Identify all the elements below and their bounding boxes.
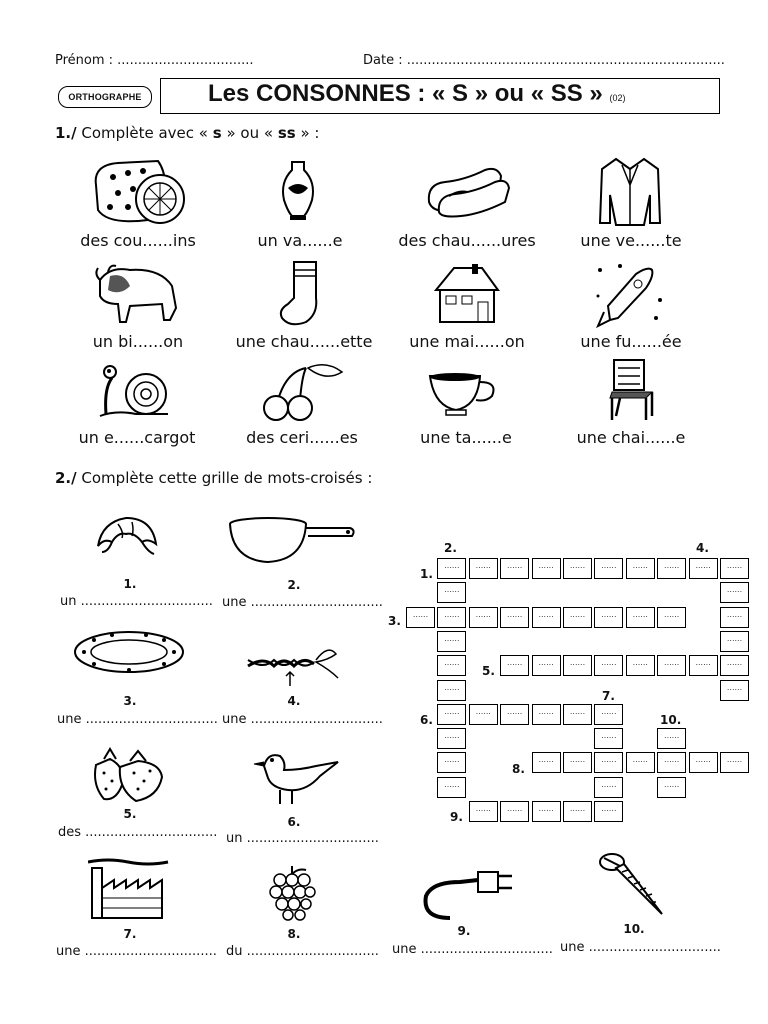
grid-cell[interactable]: ...... <box>626 607 655 628</box>
grid-cell[interactable]: ...... <box>689 655 718 676</box>
grid-cell[interactable]: ...... <box>469 607 498 628</box>
item-6-num: 6. <box>287 815 301 829</box>
word-8: une fu......ée <box>580 332 682 351</box>
plug-icon <box>420 858 516 924</box>
grid-cell[interactable]: ...... <box>437 558 466 579</box>
croissant-icon <box>94 512 160 558</box>
item-3-label[interactable]: une ................................ <box>57 712 218 727</box>
grid-cell[interactable]: ...... <box>563 801 592 822</box>
grid-cell[interactable]: ...... <box>437 680 466 701</box>
grid-cell[interactable]: ...... <box>469 704 498 725</box>
grid-cell[interactable]: ...... <box>657 728 686 749</box>
title-text: Les CONSONNES : « S » ou « SS » <box>208 80 603 107</box>
grid-cell[interactable]: ...... <box>594 607 623 628</box>
grid-num-5: 5. <box>482 664 495 678</box>
plate-icon <box>72 630 186 676</box>
page-title <box>208 80 625 108</box>
date-field[interactable]: Date : ............................................................................. <box>363 53 725 68</box>
saucepan-icon <box>228 516 358 568</box>
item-4-label[interactable]: une ................................ <box>222 712 383 727</box>
grid-cell[interactable]: ...... <box>720 607 749 628</box>
grid-cell[interactable]: ...... <box>626 655 655 676</box>
grid-cell[interactable]: ...... <box>437 728 466 749</box>
grid-cell[interactable]: ...... <box>720 655 749 676</box>
grid-cell[interactable]: ...... <box>657 752 686 773</box>
word-7: une mai......on <box>409 332 525 351</box>
cup-icon <box>426 370 500 418</box>
factory-icon <box>88 858 170 922</box>
grid-cell[interactable]: ...... <box>500 558 529 579</box>
item-2-num: 2. <box>287 578 301 592</box>
word-6: une chau......ette <box>235 332 373 351</box>
grid-cell[interactable]: ...... <box>563 558 592 579</box>
item-3-num: 3. <box>123 694 137 708</box>
orthographe-logo: ORTHOGRAPHE <box>58 86 152 108</box>
screw-icon <box>598 848 668 920</box>
grid-cell[interactable]: ...... <box>469 801 498 822</box>
chair-icon <box>606 358 658 422</box>
grid-num-1: 1. <box>420 567 433 581</box>
grid-cell[interactable]: ...... <box>500 704 529 725</box>
grid-cell[interactable]: ...... <box>532 558 561 579</box>
grid-cell[interactable]: ...... <box>689 558 718 579</box>
house-icon <box>432 262 502 326</box>
grid-num-6: 6. <box>420 713 433 727</box>
word-1: des cou......ins <box>80 231 196 250</box>
item-7-label[interactable]: une ................................ <box>56 944 217 959</box>
grid-cell[interactable]: ...... <box>437 704 466 725</box>
grid-cell[interactable]: ...... <box>532 801 561 822</box>
word-11: une ta......e <box>420 428 512 447</box>
vase-icon <box>278 160 318 222</box>
grid-cell[interactable]: ...... <box>594 801 623 822</box>
bison-icon <box>90 260 182 326</box>
grid-cell[interactable]: ...... <box>720 752 749 773</box>
grid-cell[interactable]: ...... <box>500 655 529 676</box>
grid-cell[interactable]: ...... <box>563 752 592 773</box>
item-9-num: 9. <box>457 924 471 938</box>
item-1-label[interactable]: un ................................ <box>60 594 213 609</box>
grid-num-9: 9. <box>450 810 463 824</box>
grid-cell[interactable]: ...... <box>532 704 561 725</box>
item-8-num: 8. <box>287 927 301 941</box>
word-12: une chai......e <box>576 428 686 447</box>
item-5-label[interactable]: des ................................ <box>58 825 218 840</box>
word-4: une ve......te <box>580 231 682 250</box>
grid-cell[interactable]: ...... <box>594 558 623 579</box>
grid-cell[interactable]: ...... <box>657 655 686 676</box>
grid-num-4: 4. <box>696 541 709 555</box>
word-9: un e......cargot <box>78 428 196 447</box>
item-10-label[interactable]: une ................................ <box>560 940 721 955</box>
item-8-label[interactable]: du ................................ <box>226 944 379 959</box>
grid-cell[interactable]: ...... <box>626 752 655 773</box>
strawberries-icon <box>90 745 166 803</box>
grid-cell[interactable]: ...... <box>532 752 561 773</box>
item-10-num: 10. <box>623 922 645 936</box>
grid-cell[interactable]: ...... <box>437 607 466 628</box>
word-10: des ceri......es <box>246 428 358 447</box>
grid-cell[interactable]: ...... <box>563 655 592 676</box>
sock-icon <box>276 258 332 328</box>
item-2-label[interactable]: une ................................ <box>222 595 383 610</box>
item-1-num: 1. <box>123 577 137 591</box>
grid-cell[interactable]: ...... <box>469 558 498 579</box>
bird-icon <box>250 746 340 810</box>
grid-cell[interactable]: ...... <box>594 728 623 749</box>
grid-cell[interactable]: ...... <box>720 558 749 579</box>
word-3: des chau......ures <box>398 231 536 250</box>
grid-cell[interactable]: ...... <box>563 607 592 628</box>
grid-cell[interactable]: ...... <box>594 777 623 798</box>
grid-num-8: 8. <box>512 762 525 776</box>
braid-icon <box>244 636 344 688</box>
item-9-label[interactable]: une ................................ <box>392 942 553 957</box>
section2-title: 2./ Complète cette grille de mots-croisés : <box>55 469 373 487</box>
grid-cell[interactable]: ...... <box>437 752 466 773</box>
grid-cell[interactable]: ...... <box>720 680 749 701</box>
grid-cell[interactable]: ...... <box>500 607 529 628</box>
grid-cell[interactable]: ...... <box>657 607 686 628</box>
grid-cell[interactable]: ...... <box>500 801 529 822</box>
grid-cell[interactable]: ...... <box>563 704 592 725</box>
grid-cell[interactable]: ...... <box>532 655 561 676</box>
grid-cell[interactable]: ...... <box>437 582 466 603</box>
prenom-field[interactable]: Prénom : ................................. <box>55 53 254 68</box>
word-5: un bi......on <box>92 332 184 351</box>
grapes-icon <box>268 864 316 922</box>
item-5-num: 5. <box>123 807 137 821</box>
grid-num-7: 7. <box>602 689 615 703</box>
grid-cell[interactable]: ...... <box>594 752 623 773</box>
section1-title: 1./ Complète avec « s » ou « ss » : <box>55 124 320 142</box>
item-4-num: 4. <box>287 694 301 708</box>
grid-num-3: 3. <box>388 614 401 628</box>
grid-cell[interactable]: ...... <box>626 558 655 579</box>
rocket-icon <box>590 260 666 328</box>
grid-cell[interactable]: ...... <box>437 777 466 798</box>
item-6-label[interactable]: un ................................ <box>226 831 379 846</box>
grid-num-10: 10. <box>660 713 682 727</box>
word-2: un va......e <box>257 231 343 250</box>
grid-cell[interactable]: ...... <box>689 752 718 773</box>
grid-cell[interactable]: ...... <box>406 607 435 628</box>
grid-num-2: 2. <box>444 541 457 555</box>
snail-icon <box>96 358 172 422</box>
grid-cell[interactable]: ...... <box>532 607 561 628</box>
grid-cell[interactable]: ...... <box>657 558 686 579</box>
grid-cell[interactable]: ...... <box>720 631 749 652</box>
grid-cell[interactable]: ...... <box>594 704 623 725</box>
grid-cell[interactable]: ...... <box>437 631 466 652</box>
cherries-icon <box>256 360 344 422</box>
grid-cell[interactable]: ...... <box>437 655 466 676</box>
item-7-num: 7. <box>123 927 137 941</box>
cushions-icon <box>88 155 188 227</box>
title-code: (02) <box>609 93 626 103</box>
grid-cell[interactable]: ...... <box>720 582 749 603</box>
jacket-icon <box>598 155 662 227</box>
grid-cell[interactable]: ...... <box>657 777 686 798</box>
shoes-icon <box>425 162 511 218</box>
grid-cell[interactable]: ...... <box>594 655 623 676</box>
